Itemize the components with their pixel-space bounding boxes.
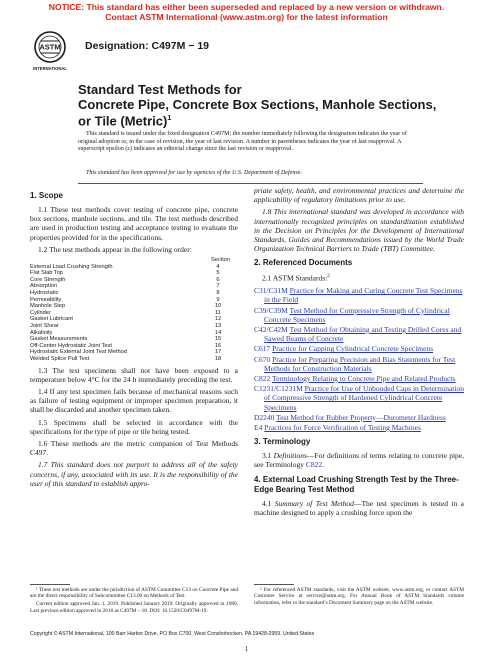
supersede-notice <box>0 3 493 22</box>
reference-item[interactable]: C39/C39M Test Method for Compressive Strength of Cylindrical Concrete Specimens <box>254 305 450 324</box>
paragraph-1-4: 1.4 If any test specimen fails because of mechanical reasons such as failure of testing equipment or improper specimen preparation, it shall be discarded and another specimen taken. <box>30 386 238 415</box>
toc-row: Welded Splice Pull Test 18 <box>30 355 222 362</box>
reference-item[interactable]: C31/C31M Practice for Making and Curing Concrete Test Specimens in the Field <box>254 286 463 305</box>
designation: Designation: C497M − 19 <box>85 40 209 52</box>
title-line-1: Standard Test Methods for <box>78 82 242 97</box>
paragraph-1-8: 1.8 This international standard was developed in accordance with internationally recognized principles on standardization established in the Decision on Principles for the Development of International Standards, Guides and Recommendations issued by the World Trade Organization Technical Barriers to Trade (TBT) Committee. <box>254 207 464 254</box>
toc-row: Hydrostatic External Joint Test Method 17 <box>30 349 222 356</box>
toc-row: Hydrostatic 8 <box>30 289 220 296</box>
svg-text:ASTM: ASTM <box>39 42 61 52</box>
logo-text: INTERNATIONAL <box>33 66 67 71</box>
copyright-footer: Copyright © ASTM International, 100 Barr Harbor Drive, PO Box C700, West Conshohocken, PA 19428-2959. United States <box>30 631 315 637</box>
toc-row: Gasket Measurements 15 <box>30 336 222 343</box>
standard-note: This standard is issued under the fixed designation C497M; the number immediately following the designation indicates the year of original adoption or, in the case of revision, the year of last revision. A number in parentheses indicates the year of last reapproval. A superscript epsilon (ε) indicates an editorial change since the last revision or reapproval. <box>78 131 407 152</box>
c822-link[interactable]: C822 <box>305 460 323 470</box>
footnote-1: ¹ These test methods are under the jurisdiction of ASTM Committee C13 on Concrete Pipe and are the direct responsibility of Subcommittee C13.09 on Methods of Test. <box>30 587 238 600</box>
footnote-divider-left <box>30 584 70 585</box>
paragraph-1-3: 1.3 The test specimens shall not have been exposed to a temperature below 4°C for the 24 h immediately preceding the test. <box>30 365 238 384</box>
footnotes-right <box>254 587 464 608</box>
footnote-divider-right <box>254 584 294 585</box>
header-divider <box>78 183 423 184</box>
notice-line-2: Contact ASTM International (www.astm.org) for the latest information <box>105 11 388 22</box>
toc-row: External Load Crushing Strength 4 <box>30 263 220 270</box>
page-number: 1 <box>244 645 249 653</box>
paragraph-1-7-continued: priate safety, health, and environmental practices and determine the applicability of regulatory limitations prior to use. <box>254 186 464 205</box>
toc-row: Absorption 7 <box>30 283 220 290</box>
document-title <box>78 83 438 129</box>
notice-line-1: NOTICE: This standard has either been superseded and replaced by a new version or withdrawn. <box>48 2 445 12</box>
right-column <box>254 186 464 520</box>
footnotes-left <box>30 587 238 616</box>
toc-row: Flat Slab Top 5 <box>30 270 220 277</box>
scope-heading: 1. Scope <box>30 191 63 200</box>
title-line-3: or Tile (Metric)$^1$ <box>78 113 172 129</box>
toc-row: Core Strength 6 <box>30 276 220 283</box>
left-column <box>30 186 238 491</box>
paragraph-3-1: 3.1 Definitions—For definitions of terms relating to concrete pipe, see Terminology C822. <box>254 451 464 470</box>
terminology-heading: 3. Terminology <box>254 437 311 447</box>
paragraph-1-6: 1.6 These methods are the metric companion of Test Methods C497. <box>30 438 238 458</box>
reference-item[interactable]: C42/C42M Test Method for Obtaining and Testing Drilled Cores and Sawed Beams of Concrete <box>254 324 462 344</box>
paragraph-1-5: 1.5 Specimens shall be selected in accordance with the specifications for the type of pipe or tile being tested. <box>30 417 238 436</box>
reference-item[interactable]: C617 Practice for Capping Cylindrical Concrete Specimens <box>254 344 434 354</box>
reference-item[interactable]: D2240 Test Method for Rubber Property—Durometer Hardness <box>254 412 446 422</box>
reference-item[interactable]: E4 Practices for Force Verification of Testing Machines <box>254 422 421 432</box>
toc-row: Manhole Step 10 <box>30 303 222 310</box>
toc-row: Cylinder 11 <box>30 309 221 316</box>
paragraph-2-1: 2.1 ASTM Standards:$^2$ <box>262 273 330 283</box>
reference-item[interactable]: C822 Terminology Relating to Concrete Pipe and Related Products <box>254 373 456 383</box>
toc-row: Joint Shear 13 <box>30 322 222 329</box>
paragraph-4-1: 4.1 Summary of Test Method—The test specimen is tested in a machine designed to apply a crushing force upon the <box>254 498 464 517</box>
astm-logo-icon <box>30 29 70 73</box>
referenced-documents-heading: 2. Referenced Documents <box>254 258 353 268</box>
toc-row: Gasket Lubricant 12 <box>30 316 222 323</box>
reference-item[interactable]: C1231/C1231M Practice for Use of Unbonded Caps in Determination of Compressive Strength of Hardened Cylindrical Concrete Specimens <box>254 384 464 412</box>
toc-row: Permeability 9 <box>30 296 220 303</box>
toc-header: Section <box>211 257 230 264</box>
paragraph-1-2: 1.2 The test methods appear in the following order: <box>38 244 192 254</box>
toc-row: Alkalinity 14 <box>30 329 222 336</box>
title-line-2: Concrete Pipe, Concrete Box Sections, Manhole Sections, <box>78 96 437 112</box>
reference-item[interactable]: C670 Practice for Preparing Precision and Bias Statements for Test Methods for Construction Materials <box>254 354 456 373</box>
external-load-heading: 4. External Load Crushing Strength Test by the Three-Edge Bearing Test Method <box>254 474 459 494</box>
footnote-2: ² For referenced ASTM standards, visit the ASTM website, www.astm.org, or contact ASTM Customer Service at service@astm.org. For Annual Book of ASTM Standards volume information, refer to the standard’s Document Summary page on the ASTM website. <box>254 587 464 606</box>
toc-row: Off-Center Hydrostatic Joint Test 16 <box>30 342 222 349</box>
section-table <box>30 257 238 363</box>
paragraph-1-7: 1.7 This standard does not purport to address all of the safety concerns, if any, associated with its use. It is the responsibility of the user of this standard to establish appro- <box>30 460 238 488</box>
footnote-1-edition: Current edition approved Jan. 1, 2019. Published January 2019. Originally approved in 1980. Last previous edition approved in 2018 as C497M – 18. DOI: 10.1520/C0497M-19. <box>30 601 238 614</box>
paragraph-1-1: 1.1 These test methods cover testing of concrete pipe, concrete box sections, manhole sections, and tile. The test methods described are used in production testing and acceptance testing to evaluate the properties provided for in the specifications. <box>30 205 238 242</box>
dod-approval-note: This standard has been approved for use by agencies of the U.S. Department of Defense. <box>86 170 303 176</box>
